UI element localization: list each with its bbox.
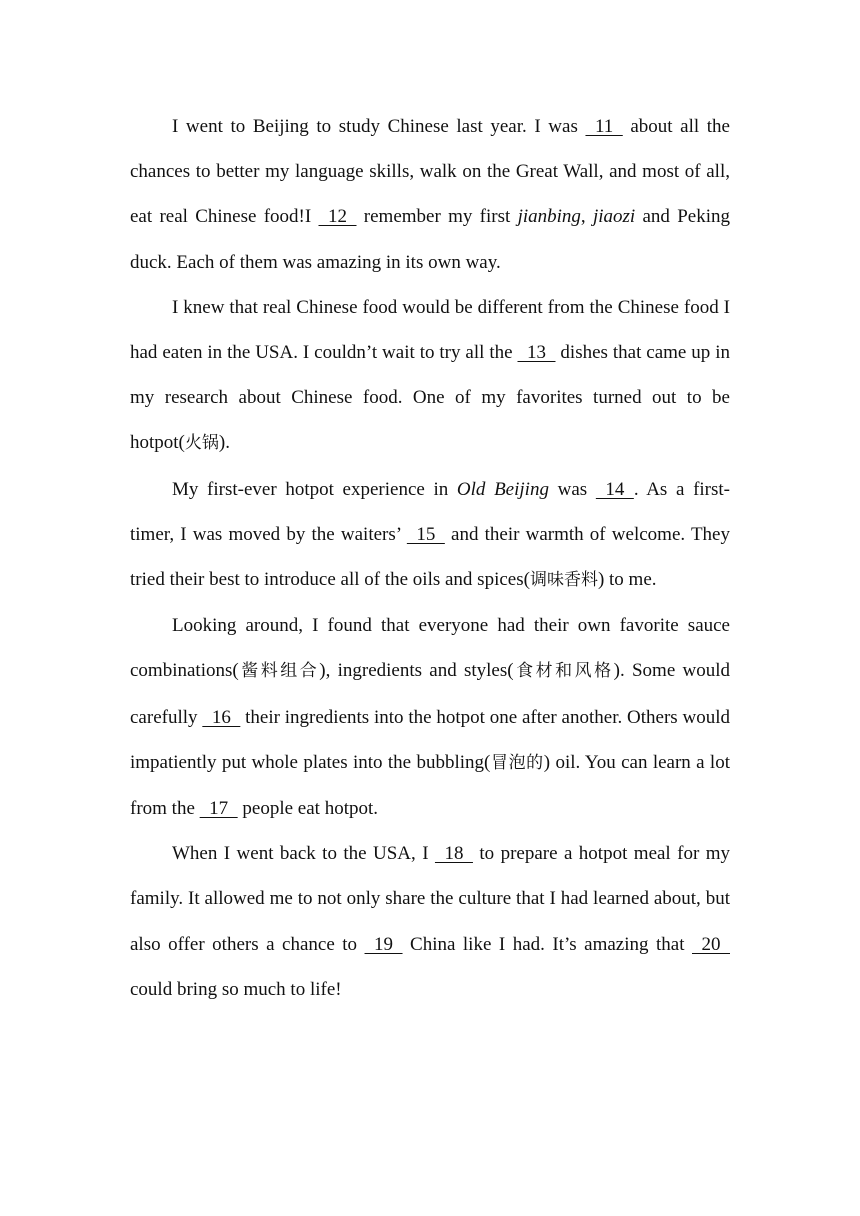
text-segment: Looking around, I found that everyone had their own favorite sauce combinations( xyxy=(130,615,730,682)
blank-number: 14 xyxy=(595,478,634,500)
text-segment: My first-ever hotpot experience in xyxy=(172,478,457,500)
text-segment: ). xyxy=(218,432,230,454)
chinese-gloss: 火锅 xyxy=(184,433,219,454)
paragraph xyxy=(130,831,730,1012)
italic-term: Old Beijing xyxy=(456,478,549,500)
blank-number: 11 xyxy=(585,116,623,137)
text-segment: could bring so much to life! xyxy=(130,978,342,1000)
passage xyxy=(130,104,730,1012)
blank-number: 15 xyxy=(406,523,445,545)
paragraph xyxy=(130,104,730,285)
chinese-gloss: 调味香料 xyxy=(529,570,598,591)
text-segment: their ingredients into the hotpot one after another. Others would impatiently put whole plates into the bubbling( xyxy=(130,706,730,773)
text-segment: was xyxy=(548,478,596,500)
text-segment: ) to me. xyxy=(597,569,657,591)
blank-number: 18 xyxy=(434,843,473,865)
chinese-gloss: 食材和风格 xyxy=(513,661,614,682)
blank-number: 20 xyxy=(692,933,730,955)
text-segment: and Peking duck. Each of them was amazing in its own way. xyxy=(130,206,731,273)
text-segment: When I went back to the USA, I xyxy=(172,843,435,865)
blank-number: 12 xyxy=(318,206,357,228)
text-segment: about all the chances to better my language skills, walk on the Great Wall, and most of all, eat real Chinese food!I xyxy=(130,116,730,228)
chinese-gloss: 冒泡的 xyxy=(490,752,544,773)
text-segment: and their warmth of welcome. They tried their best to introduce all of the oils and spices( xyxy=(130,523,730,591)
blank-number: 17 xyxy=(199,798,238,820)
paragraph xyxy=(130,285,730,467)
italic-term: jianbing xyxy=(517,206,581,228)
text-segment: people eat hotpot. xyxy=(237,798,379,820)
text-segment: ) oil. You can learn a lot from the xyxy=(130,751,730,820)
text-segment: remember my first xyxy=(356,206,518,228)
blank-number: 16 xyxy=(202,706,241,728)
text-segment: I knew that real Chinese food would be different from the Chinese food I had eaten in the USA. I couldn’t wait to try all the xyxy=(130,296,730,364)
text-segment: China like I had. It’s amazing that xyxy=(402,933,692,955)
paragraph xyxy=(130,603,730,831)
paragraph xyxy=(130,467,730,604)
text-segment: to prepare a hotpot meal for my family. It allowed me to not only share the culture that I had learned about, but also offer others a chance to xyxy=(130,843,730,955)
text-segment: ). Some would carefully xyxy=(130,660,731,728)
chinese-gloss: 酱料组合 xyxy=(238,661,320,682)
blank-number: 13 xyxy=(517,342,556,364)
text-segment: ), ingredients and styles( xyxy=(319,660,514,682)
text-segment: I went to Beijing to study Chinese last year. I was xyxy=(172,116,586,137)
text-segment: dishes that came up in my research about Chinese food. One of my favorites turned out to be hotpot( xyxy=(130,342,730,454)
blank-number: 19 xyxy=(364,933,403,955)
text-segment: , xyxy=(580,206,593,228)
text-segment: . As a first-timer, I was moved by the waiters’ xyxy=(130,478,730,545)
italic-term: jiaozi xyxy=(592,206,636,228)
